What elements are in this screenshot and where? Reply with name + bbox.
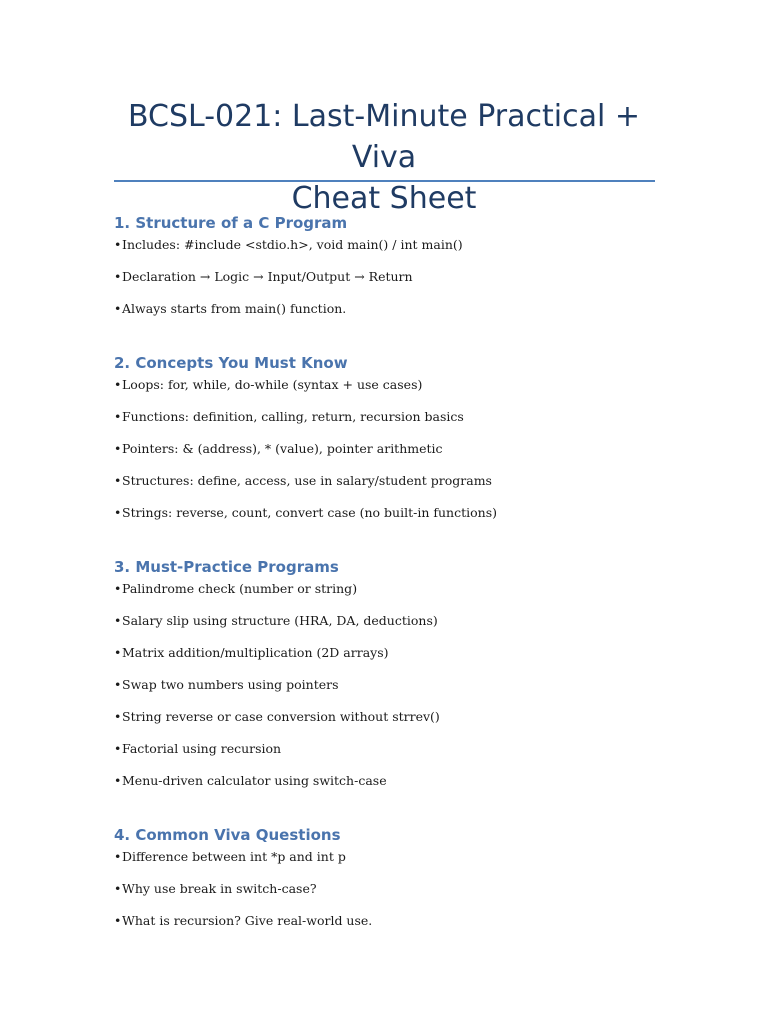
list-item: •Swap two numbers using pointers xyxy=(114,677,339,692)
list-item: •Pointers: & (address), * (value), pointer arithmetic xyxy=(114,441,443,456)
list-item: •Structures: define, access, use in salary/student programs xyxy=(114,473,492,488)
list-item: •Declaration → Logic → Input/Output → Return xyxy=(114,269,413,284)
bullet-list xyxy=(114,849,674,945)
section-structure xyxy=(114,213,674,333)
bullet-list xyxy=(114,237,674,333)
list-item: •Difference between int *p and int p xyxy=(114,849,346,864)
list-item: •Palindrome check (number or string) xyxy=(114,581,358,596)
section-heading: 3. Must-Practice Programs xyxy=(114,558,339,576)
list-item: •What is recursion? Give real-world use. xyxy=(114,913,373,928)
bullet-list xyxy=(114,581,674,805)
section-viva xyxy=(114,825,674,945)
section-concepts xyxy=(114,353,674,537)
list-item: •Strings: reverse, count, convert case (no built-in functions) xyxy=(114,505,497,520)
section-heading: 2. Concepts You Must Know xyxy=(114,354,348,372)
list-item: •Always starts from main() function. xyxy=(114,301,347,316)
list-item: •Matrix addition/multiplication (2D arrays) xyxy=(114,645,389,660)
title-line-1: BCSL-021: Last-Minute Practical + Viva xyxy=(127,99,641,175)
list-item: •Why use break in switch-case? xyxy=(114,881,317,896)
list-item: •Menu-driven calculator using switch-case xyxy=(114,773,387,788)
list-item: •String reverse or case conversion without strrev() xyxy=(114,709,440,724)
bullet-list xyxy=(114,377,674,537)
title-divider xyxy=(114,180,655,182)
title-line-2: Cheat Sheet xyxy=(291,181,477,216)
list-item: •Includes: #include <stdio.h>, void main() / int main() xyxy=(114,237,463,252)
page-title xyxy=(114,96,654,219)
section-heading: 4. Common Viva Questions xyxy=(114,826,341,844)
section-programs xyxy=(114,557,674,805)
list-item: •Loops: for, while, do-while (syntax + use cases) xyxy=(114,377,423,392)
list-item: •Salary slip using structure (HRA, DA, deductions) xyxy=(114,613,438,628)
list-item: •Factorial using recursion xyxy=(114,741,282,756)
section-heading: 1. Structure of a C Program xyxy=(114,214,348,232)
list-item: •Functions: definition, calling, return, recursion basics xyxy=(114,409,464,424)
